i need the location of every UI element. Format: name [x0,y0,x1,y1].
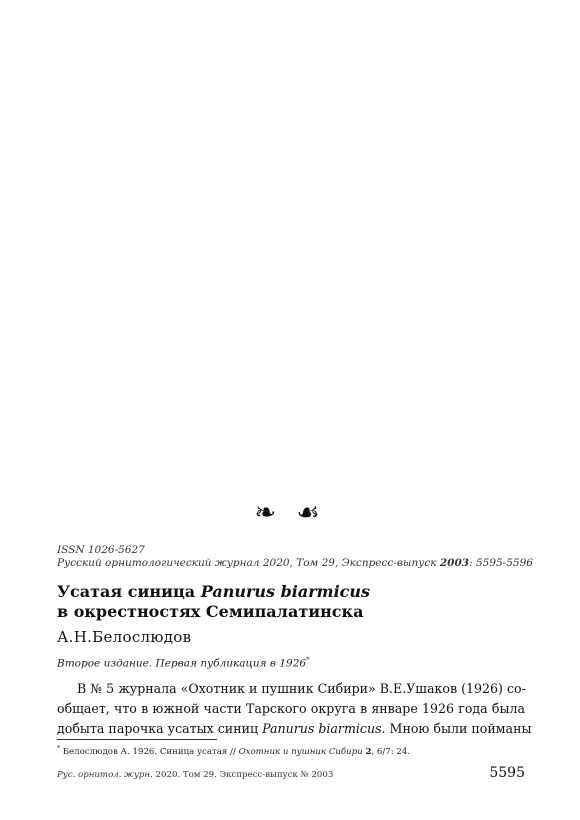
body-paragraph [57,679,532,739]
footnote-marker: * [306,656,310,664]
issn: ISSN 1026-5627 [57,544,145,556]
title-common-name: Усатая синица [57,582,201,601]
footnote-text-a: Белослюдов А. 1926. Синица усатая // [60,746,239,757]
body-line-3-text-b: . Мною были пойманы [381,721,532,736]
footnote-volume: 2 [365,746,372,757]
running-footer [57,769,333,781]
body-line-1: В № 5 журнала «Охотник и пушник Сибири» В.Е.Ушаков (1926) со- [77,681,526,696]
title-species-name: Panurus biarmicus [200,582,371,601]
journal-issue-number: 2003 [439,557,470,569]
edition-note-text: Второе издание. Первая публикация в 1926 [57,657,307,670]
journal-citation [57,557,533,570]
edition-note [57,654,310,671]
page-number: 5595 [489,765,525,781]
footnote-journal: Охотник и пушник Сибири [238,746,363,757]
footnote-text-c: , 6/7: 24. [371,746,411,757]
footer-details: 2020. Том 29. Экспресс-выпуск № 2003 [152,770,334,780]
footnote [57,743,410,758]
journal-citation-prefix: Русский орнитологический журнал 2020, Том 29, Экспресс-выпуск [57,557,440,569]
title-line-1 [57,582,370,602]
footnote-mark: * [57,745,60,752]
title-line-2: в окрестностях Семипалатинска [57,602,364,621]
body-line-2: общает, что в южной части Тарского округа в январе 1926 года была [57,701,525,716]
footnote-divider [57,739,217,740]
body-line-3-text-a: добыта парочка усатых синиц [57,721,263,736]
footer-journal-abbr: Рус. орнитол. журн. [57,770,153,780]
article-title [57,582,370,622]
journal-pages: : 5595-5596 [469,557,533,569]
ornament-divider: ❧ ☙ [254,498,326,528]
body-species-name: Panurus biarmicus [262,721,382,736]
author: А.Н.Белослюдов [57,628,192,646]
body-line-3 [57,719,532,739]
